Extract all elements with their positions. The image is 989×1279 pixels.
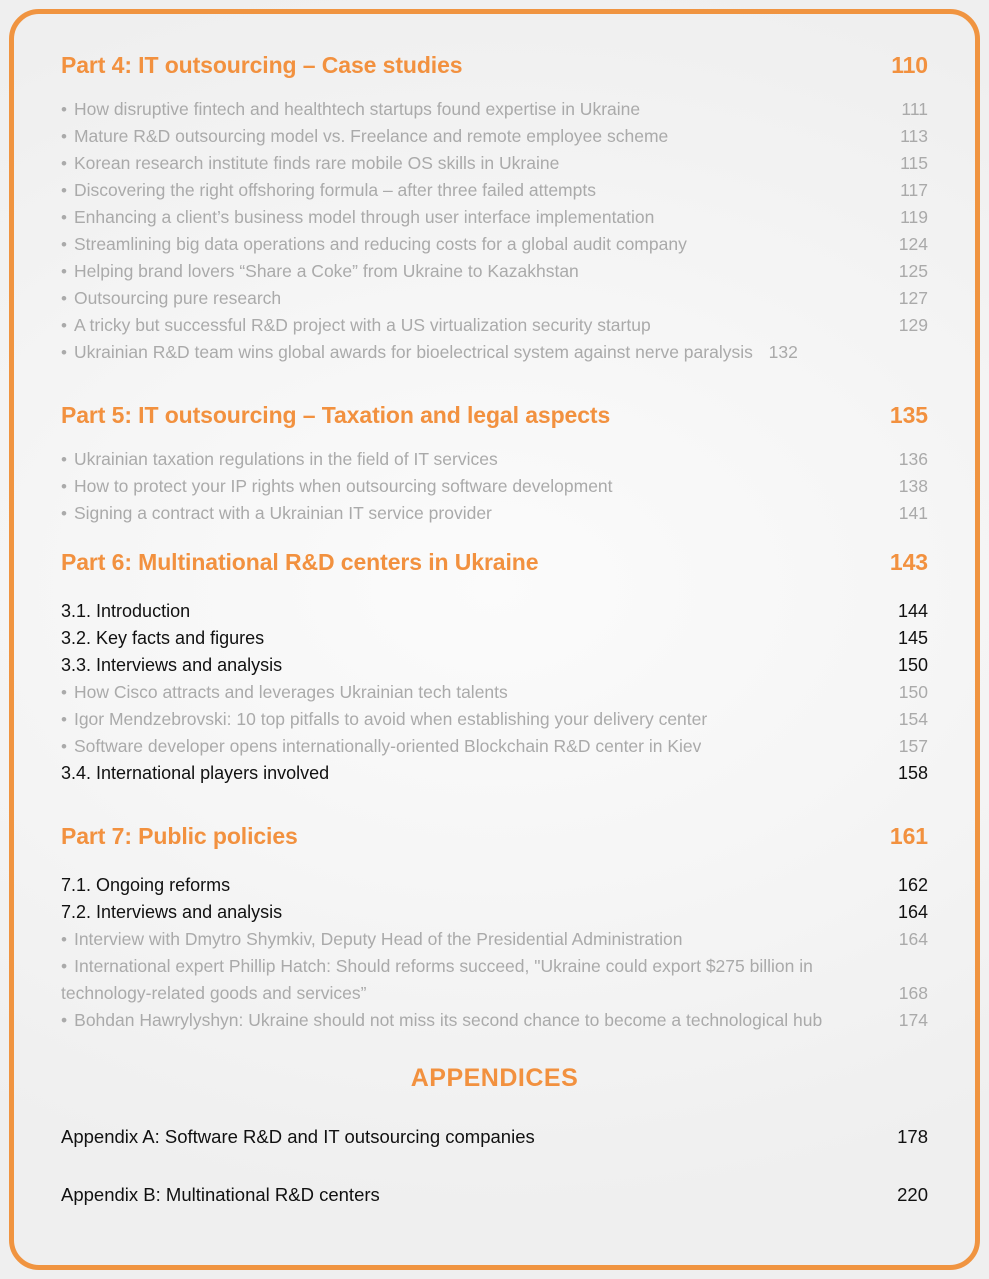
section-heading-page: 135 [889, 402, 928, 428]
toc-entry[interactable] [61, 150, 928, 177]
toc-entry[interactable] [61, 652, 928, 679]
toc-entry[interactable] [61, 899, 928, 926]
toc-entry-label: • How to protect your IP rights when outsourcing software development [61, 473, 613, 500]
section-heading-page: 161 [889, 823, 928, 849]
toc-entry-label: • Bohdan Hawrylyshyn: Ukraine should not miss its second chance to become a technological hub [61, 1007, 851, 1034]
section-heading-title: Part 5: IT outsourcing – Taxation and legal aspects [61, 402, 611, 428]
toc-entry-label: • Ukrainian taxation regulations in the field of IT services [61, 446, 498, 473]
toc-entry-page: 136 [898, 449, 928, 469]
spacer [61, 576, 928, 598]
toc-entry[interactable] [61, 123, 928, 150]
toc-entry-page: 113 [900, 126, 928, 146]
toc-entry-page: 117 [900, 180, 928, 200]
toc-entry[interactable] [61, 1007, 928, 1034]
toc-entry[interactable] [61, 872, 928, 899]
toc-entry[interactable] [61, 760, 928, 787]
section-heading-part-7 [61, 823, 928, 850]
toc-entry[interactable] [61, 953, 928, 1007]
toc-entry-label: • Helping brand lovers “Share a Coke” from Ukraine to Kazakhstan [61, 258, 579, 285]
toc-entry[interactable] [61, 706, 928, 733]
toc-entry-label: 3.4. International players involved [61, 763, 330, 783]
section-heading-title: Part 6: Multinational R&D centers in Ukraine [61, 549, 539, 575]
toc-entry[interactable] [61, 204, 928, 231]
appendix-entry-page: 220 [897, 1184, 928, 1205]
toc-entry-label: • Mature R&D outsourcing model vs. Freelance and remote employee scheme [61, 123, 668, 150]
section-heading-page: 143 [889, 549, 928, 575]
spacer [61, 366, 928, 402]
section-heading-part-5 [61, 402, 928, 429]
toc-entry[interactable] [61, 625, 928, 652]
spacer [61, 850, 928, 872]
toc-entry-page: 111 [901, 99, 928, 119]
toc-entry-page: 127 [898, 288, 928, 308]
toc-entry-page: 164 [897, 902, 928, 922]
appendix-entry-label: Appendix B: Multinational R&D centers [61, 1184, 380, 1205]
appendix-entry-page: 178 [897, 1126, 928, 1147]
section-heading-part-4 [61, 52, 928, 79]
toc-entry[interactable] [61, 285, 928, 312]
toc-entry-page: 145 [897, 628, 928, 648]
toc-entry-page: 132 [768, 342, 798, 362]
section-heading-page: 110 [891, 52, 928, 78]
toc-entry-page: 129 [898, 315, 928, 335]
toc-entry-label: • Enhancing a client’s business model through user interface implementation [61, 204, 654, 231]
toc-entry[interactable] [61, 231, 928, 258]
toc-entry-page: 124 [898, 234, 928, 254]
section-heading-part-6 [61, 549, 928, 576]
toc-entry[interactable] [61, 598, 928, 625]
toc-entry-page: 164 [898, 929, 928, 949]
toc-entry[interactable] [61, 258, 928, 285]
toc-entry-page: 150 [897, 655, 928, 675]
spacer [61, 79, 928, 96]
toc-entry-page: 168 [898, 983, 928, 1003]
appendix-entry[interactable] [61, 1181, 928, 1209]
toc-entry[interactable] [61, 679, 928, 706]
toc-entry-label: • Interview with Dmytro Shymkiv, Deputy Head of the Presidential Administration [61, 926, 683, 953]
appendices-heading: APPENDICES [410, 1064, 579, 1092]
spacer [61, 429, 928, 446]
section-heading-title: Part 4: IT outsourcing – Case studies [61, 52, 463, 78]
toc-entry-label: 3.1. Introduction [61, 601, 191, 621]
toc-entry-label: • Outsourcing pure research [61, 285, 281, 312]
toc-entry-label: 3.3. Interviews and analysis [61, 655, 283, 675]
toc-entry[interactable] [61, 926, 928, 953]
section-heading-title: Part 7: Public policies [61, 823, 298, 849]
toc-entry-label: • Streamlining big data operations and reducing costs for a global audit company [61, 231, 687, 258]
toc-entry-page: 138 [898, 476, 928, 496]
toc-entry[interactable] [61, 339, 928, 366]
toc-entry-page: 158 [897, 763, 928, 783]
toc-entry-page: 150 [898, 682, 928, 702]
toc-entry-page: 125 [898, 261, 928, 281]
toc-entry-page: 115 [900, 153, 928, 173]
toc-entry-label: • Discovering the right offshoring formula – after three failed attempts [61, 177, 596, 204]
toc-entry-label: • Korean research institute finds rare mobile OS skills in Ukraine [61, 150, 559, 177]
spacer [61, 787, 928, 823]
toc-entry-page: 154 [898, 709, 928, 729]
spacer [61, 527, 928, 549]
appendix-entry[interactable] [61, 1123, 928, 1151]
toc-entry[interactable] [61, 96, 928, 123]
toc-entry-label: • Software developer opens internationally-oriented Blockchain R&D center in Kiev [61, 733, 701, 760]
toc-entry[interactable] [61, 500, 928, 527]
toc-entry[interactable] [61, 733, 928, 760]
toc-entry-label: • Signing a contract with a Ukrainian IT service provider [61, 500, 492, 527]
toc-entry[interactable] [61, 177, 928, 204]
toc-entry-page: 144 [897, 601, 928, 621]
toc-entry-page: 141 [898, 503, 928, 523]
toc-entry-label: • Igor Mendzebrovski: 10 top pitfalls to avoid when establishing your delivery center [61, 706, 707, 733]
appendix-entry-label: Appendix A: Software R&D and IT outsourcing companies [61, 1126, 535, 1147]
toc-entry-page: 174 [898, 1010, 928, 1030]
toc-entry[interactable] [61, 473, 928, 500]
toc-entry-page: 119 [900, 207, 928, 227]
toc-entry-label: 7.1. Ongoing reforms [61, 875, 231, 895]
toc-entry-page: 162 [897, 875, 928, 895]
toc-entry-label: • International expert Phillip Hatch: Should reforms succeed, "Ukraine could export $275 billion in technology-related goods and services” [61, 953, 851, 1007]
toc-entry-label: 7.2. Interviews and analysis [61, 902, 283, 922]
toc-entry-label: 3.2. Key facts and figures [61, 628, 265, 648]
toc-entry-label: • How Cisco attracts and leverages Ukrainian tech talents [61, 679, 508, 706]
toc-entry[interactable] [61, 446, 928, 473]
toc-entry-label: • How disruptive fintech and healthtech startups found expertise in Ukraine [61, 96, 640, 123]
toc-entry[interactable] [61, 312, 928, 339]
toc-entry-label: • Ukrainian R&D team wins global awards for bioelectrical system against nerve paralysis [61, 339, 753, 366]
toc-entry-page: 157 [898, 736, 928, 756]
toc-entry-label: • A tricky but successful R&D project with a US virtualization security startup [61, 312, 651, 339]
